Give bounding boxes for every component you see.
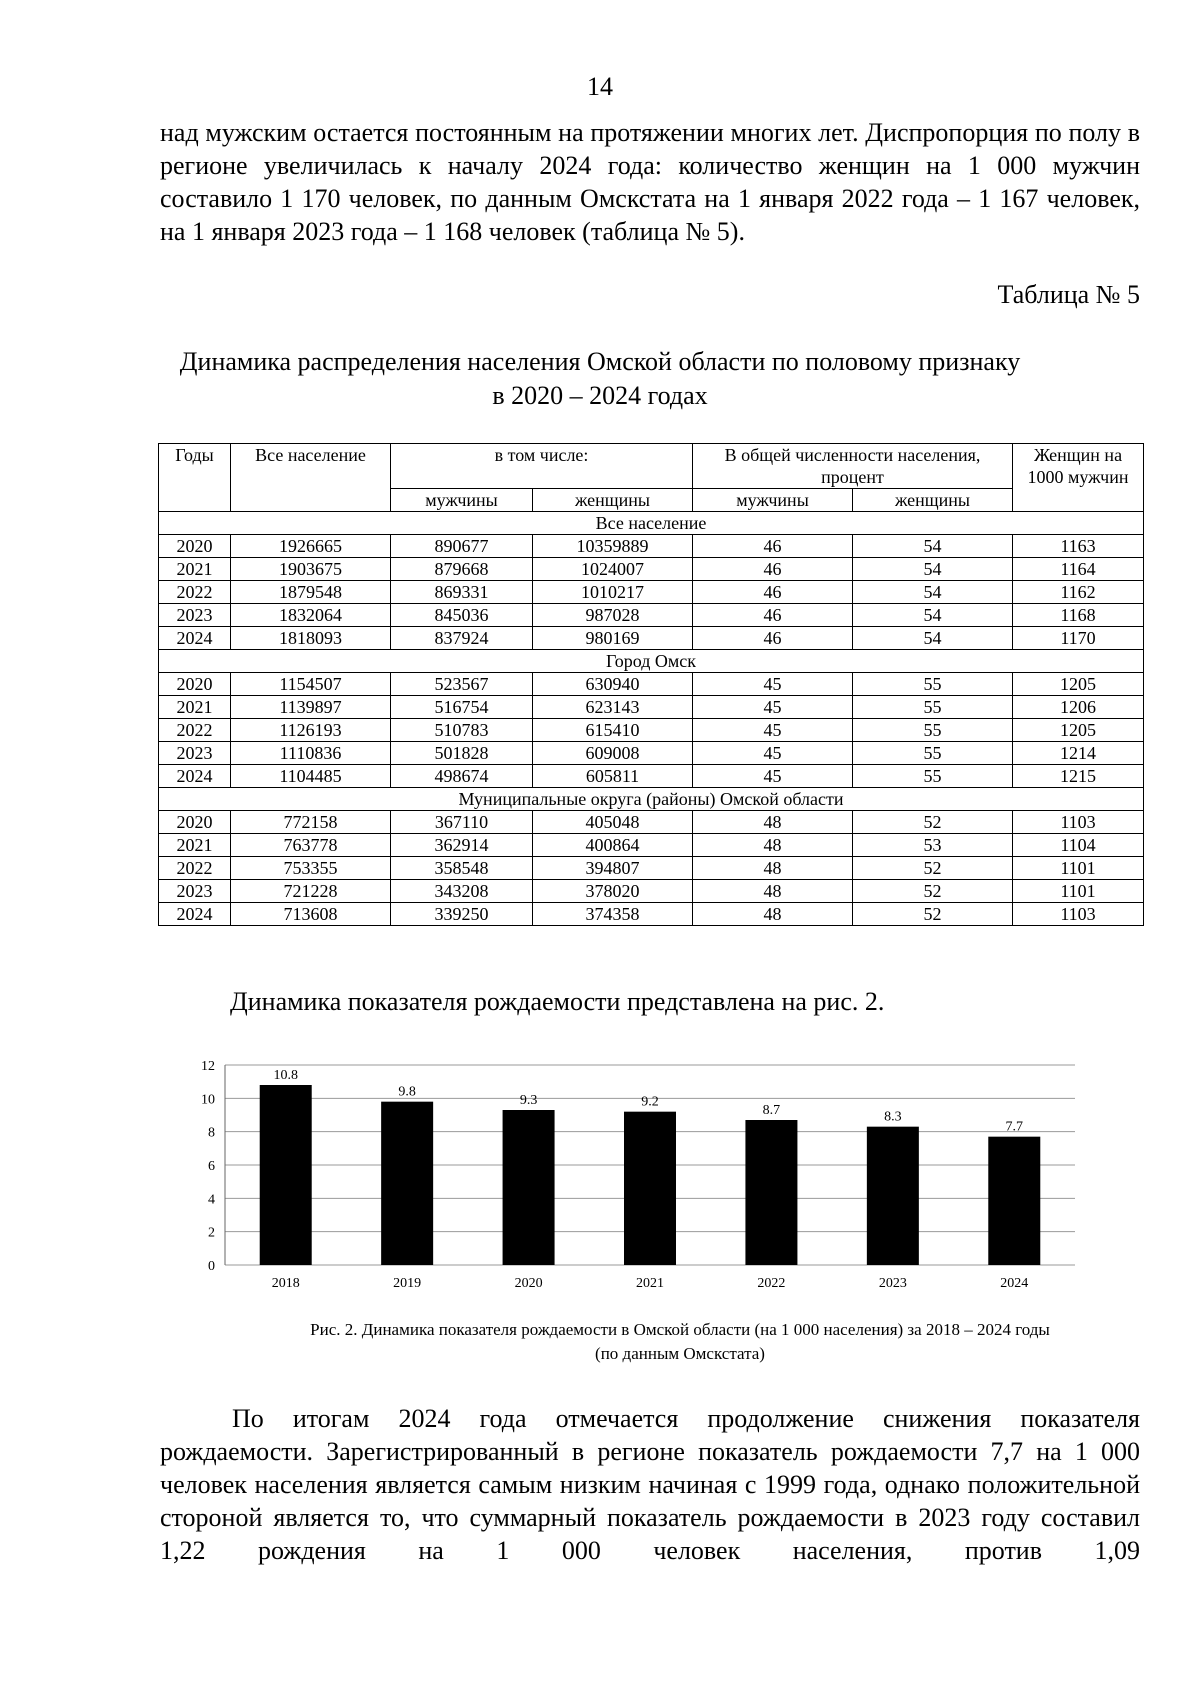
cell-men: 343208	[391, 880, 533, 903]
cell-men: 339250	[391, 903, 533, 926]
table-row	[159, 742, 1144, 765]
figure-caption	[230, 1318, 1130, 1366]
cell-year: 2021	[159, 696, 231, 719]
cell-women: 980169	[533, 627, 693, 650]
y-tick-label: 6	[208, 1159, 215, 1174]
cell-women: 630940	[533, 673, 693, 696]
cell-men-pct: 45	[693, 673, 853, 696]
cell-year: 2022	[159, 857, 231, 880]
cell-men-pct: 48	[693, 880, 853, 903]
cell-women: 374358	[533, 903, 693, 926]
cell-year: 2020	[159, 811, 231, 834]
cell-men-pct: 45	[693, 742, 853, 765]
section-row	[159, 788, 1144, 811]
cell-men: 362914	[391, 834, 533, 857]
cell-women: 405048	[533, 811, 693, 834]
cell-year: 2021	[159, 834, 231, 857]
data-label: 10.8	[273, 1068, 298, 1083]
figure-caption-line-2: (по данным Омскстата)	[595, 1344, 765, 1363]
cell-year: 2023	[159, 742, 231, 765]
cell-women-pct: 55	[853, 765, 1013, 788]
cell-women-pct: 54	[853, 627, 1013, 650]
cell-year: 2022	[159, 719, 231, 742]
cell-year: 2024	[159, 765, 231, 788]
cell-men: 358548	[391, 857, 533, 880]
cell-year: 2024	[159, 627, 231, 650]
cell-women-pct: 55	[853, 742, 1013, 765]
cell-men-pct: 45	[693, 765, 853, 788]
cell-ratio: 1103	[1013, 903, 1144, 926]
cell-men: 845036	[391, 604, 533, 627]
cell-men-pct: 46	[693, 627, 853, 650]
table-row	[159, 627, 1144, 650]
cell-total: 1903675	[231, 558, 391, 581]
cell-women: 394807	[533, 857, 693, 880]
table-title-line-2: в 2020 – 2024 годах	[492, 381, 708, 410]
intro-paragraph: над мужским остается постоянным на протяжении многих лет. Диспропорция по полу в регионе увеличилась к началу 2024 года: количество женщин на 1 000 мужчин составило 1 170 человек, по данным Омскстата на 1 января 2022 года – 1 167 человек, на 1 января 2023 года – 1 168 человек (таблица № 5).	[160, 118, 1140, 246]
cell-ratio: 1214	[1013, 742, 1144, 765]
table-body	[159, 512, 1144, 926]
bar	[381, 1102, 433, 1265]
data-label: 8.3	[884, 1109, 902, 1125]
cell-total: 1139897	[231, 696, 391, 719]
cell-ratio: 1162	[1013, 581, 1144, 604]
cell-women-pct: 52	[853, 811, 1013, 834]
section-title: Муниципальные округа (районы) Омской области	[159, 788, 1144, 811]
table-row	[159, 558, 1144, 581]
bar	[988, 1137, 1040, 1265]
header-share: В общей численности населения, процент	[693, 444, 1013, 489]
cell-women: 10359889	[533, 535, 693, 558]
bar	[260, 1085, 312, 1265]
cell-women: 615410	[533, 719, 693, 742]
x-tick-label: 2018	[271, 1276, 300, 1291]
table-title	[0, 345, 1200, 413]
cell-women: 623143	[533, 696, 693, 719]
table-row	[159, 604, 1144, 627]
cell-women-pct: 54	[853, 535, 1013, 558]
table-row	[159, 903, 1144, 926]
final-paragraph: По итогам 2024 года отмечается продолжение снижения показателя рождаемости. Зарегистрированный в регионе показатель рождаемости 7,7 на 1 000 человек населения является самым низким начиная с 1999 года, однако положительной стороной является то, что суммарный показатель рождаемости в 2023 году составил 1,22 рождения на 1 000 человек населения, против 1,09	[160, 1404, 1140, 1565]
x-tick-label: 2020	[514, 1276, 543, 1291]
cell-men-pct: 48	[693, 903, 853, 926]
cell-women-pct: 54	[853, 604, 1013, 627]
cell-year: 2020	[159, 535, 231, 558]
x-tick-label: 2024	[1000, 1276, 1029, 1291]
cell-total: 1104485	[231, 765, 391, 788]
cell-men-pct: 46	[693, 558, 853, 581]
y-tick-label: 10	[201, 1092, 215, 1108]
cell-men-pct: 45	[693, 696, 853, 719]
cell-women-pct: 55	[853, 719, 1013, 742]
cell-men-pct: 48	[693, 834, 853, 857]
birth-rate-chart-svg	[195, 1055, 1095, 1305]
cell-men: 523567	[391, 673, 533, 696]
y-tick-label: 4	[208, 1192, 215, 1208]
cell-women-pct: 55	[853, 696, 1013, 719]
data-label: 9.2	[641, 1094, 659, 1110]
bar	[503, 1110, 555, 1265]
cell-total: 1154507	[231, 673, 391, 696]
cell-men-pct: 48	[693, 811, 853, 834]
header-men: мужчины	[391, 489, 533, 512]
cell-men: 890677	[391, 535, 533, 558]
cell-women: 987028	[533, 604, 693, 627]
header-men-pct: мужчины	[693, 489, 853, 512]
table-row	[159, 765, 1144, 788]
section-title: Все население	[159, 512, 1144, 535]
cell-ratio: 1101	[1013, 857, 1144, 880]
cell-ratio: 1206	[1013, 696, 1144, 719]
bar	[624, 1112, 676, 1265]
cell-men-pct: 45	[693, 719, 853, 742]
page-number: 14	[587, 72, 613, 101]
cell-ratio: 1205	[1013, 673, 1144, 696]
cell-ratio: 1205	[1013, 719, 1144, 742]
section-row	[159, 650, 1144, 673]
cell-men: 501828	[391, 742, 533, 765]
section-row	[159, 512, 1144, 535]
bar	[745, 1120, 797, 1265]
cell-ratio: 1163	[1013, 535, 1144, 558]
birth-rate-chart	[195, 1055, 1095, 1305]
table-row	[159, 581, 1144, 604]
cell-ratio: 1103	[1013, 811, 1144, 834]
cell-total: 1110836	[231, 742, 391, 765]
cell-year: 2022	[159, 581, 231, 604]
cell-year: 2024	[159, 903, 231, 926]
header-years: Годы	[159, 444, 231, 512]
x-tick-label: 2022	[757, 1276, 786, 1291]
cell-year: 2021	[159, 558, 231, 581]
table-row	[159, 857, 1144, 880]
y-tick-label: 2	[208, 1225, 215, 1241]
cell-women-pct: 52	[853, 880, 1013, 903]
header-including: в том числе:	[391, 444, 693, 489]
cell-women-pct: 54	[853, 581, 1013, 604]
section-title: Город Омск	[159, 650, 1144, 673]
cell-women: 400864	[533, 834, 693, 857]
cell-total: 721228	[231, 880, 391, 903]
cell-ratio: 1164	[1013, 558, 1144, 581]
cell-ratio: 1170	[1013, 627, 1144, 650]
cell-total: 753355	[231, 857, 391, 880]
cell-men-pct: 46	[693, 604, 853, 627]
figure-caption-line-1: Рис. 2. Динамика показателя рождаемости в Омской области (на 1 000 населения) за 2018 – 2024 годы	[310, 1320, 1050, 1339]
table-label: Таблица № 5	[997, 280, 1140, 309]
cell-year: 2023	[159, 880, 231, 903]
bar	[867, 1127, 919, 1265]
table-row	[159, 673, 1144, 696]
cell-women: 1010217	[533, 581, 693, 604]
header-women-pct: женщины	[853, 489, 1013, 512]
cell-men-pct: 46	[693, 535, 853, 558]
cell-women-pct: 52	[853, 903, 1013, 926]
cell-men-pct: 48	[693, 857, 853, 880]
figure-intro: Динамика показателя рождаемости представлена на рис. 2.	[230, 987, 885, 1016]
x-tick-label: 2023	[878, 1276, 907, 1291]
cell-total: 1879548	[231, 581, 391, 604]
data-label: 9.3	[519, 1093, 538, 1108]
cell-total: 1926665	[231, 535, 391, 558]
cell-men: 510783	[391, 719, 533, 742]
cell-women: 609008	[533, 742, 693, 765]
cell-ratio: 1168	[1013, 604, 1144, 627]
table-row	[159, 811, 1144, 834]
cell-women: 378020	[533, 880, 693, 903]
y-tick-label: 0	[208, 1259, 215, 1274]
cell-men: 498674	[391, 765, 533, 788]
cell-year: 2023	[159, 604, 231, 627]
cell-men: 869331	[391, 581, 533, 604]
cell-men: 837924	[391, 627, 533, 650]
table-title-line-1: Динамика распределения населения Омской области по половому признаку	[179, 347, 1021, 376]
x-tick-label: 2019	[393, 1276, 422, 1291]
data-label: 9.8	[398, 1084, 416, 1100]
cell-women-pct: 52	[853, 857, 1013, 880]
population-table	[158, 443, 1144, 926]
cell-ratio: 1215	[1013, 765, 1144, 788]
header-total: Все население	[231, 444, 391, 512]
cell-men: 879668	[391, 558, 533, 581]
cell-women: 605811	[533, 765, 693, 788]
x-tick-label: 2021	[636, 1276, 664, 1291]
header-women: женщины	[533, 489, 693, 512]
cell-total: 1126193	[231, 719, 391, 742]
table-row	[159, 535, 1144, 558]
cell-year: 2020	[159, 673, 231, 696]
cell-total: 1818093	[231, 627, 391, 650]
data-label: 7.7	[1005, 1119, 1024, 1135]
table-row	[159, 834, 1144, 857]
y-tick-label: 8	[208, 1125, 215, 1141]
cell-men: 367110	[391, 811, 533, 834]
table-row	[159, 696, 1144, 719]
cell-ratio: 1101	[1013, 880, 1144, 903]
table-row	[159, 880, 1144, 903]
cell-women: 1024007	[533, 558, 693, 581]
cell-total: 1832064	[231, 604, 391, 627]
cell-men: 516754	[391, 696, 533, 719]
cell-total: 763778	[231, 834, 391, 857]
data-label: 8.7	[762, 1103, 781, 1118]
cell-total: 713608	[231, 903, 391, 926]
cell-women-pct: 55	[853, 673, 1013, 696]
cell-women-pct: 54	[853, 558, 1013, 581]
cell-ratio: 1104	[1013, 834, 1144, 857]
cell-total: 772158	[231, 811, 391, 834]
header-women-per-1000: Женщин на 1000 мужчин	[1013, 444, 1144, 512]
cell-women-pct: 53	[853, 834, 1013, 857]
table-row	[159, 719, 1144, 742]
y-tick-label: 12	[201, 1059, 215, 1074]
cell-men-pct: 46	[693, 581, 853, 604]
